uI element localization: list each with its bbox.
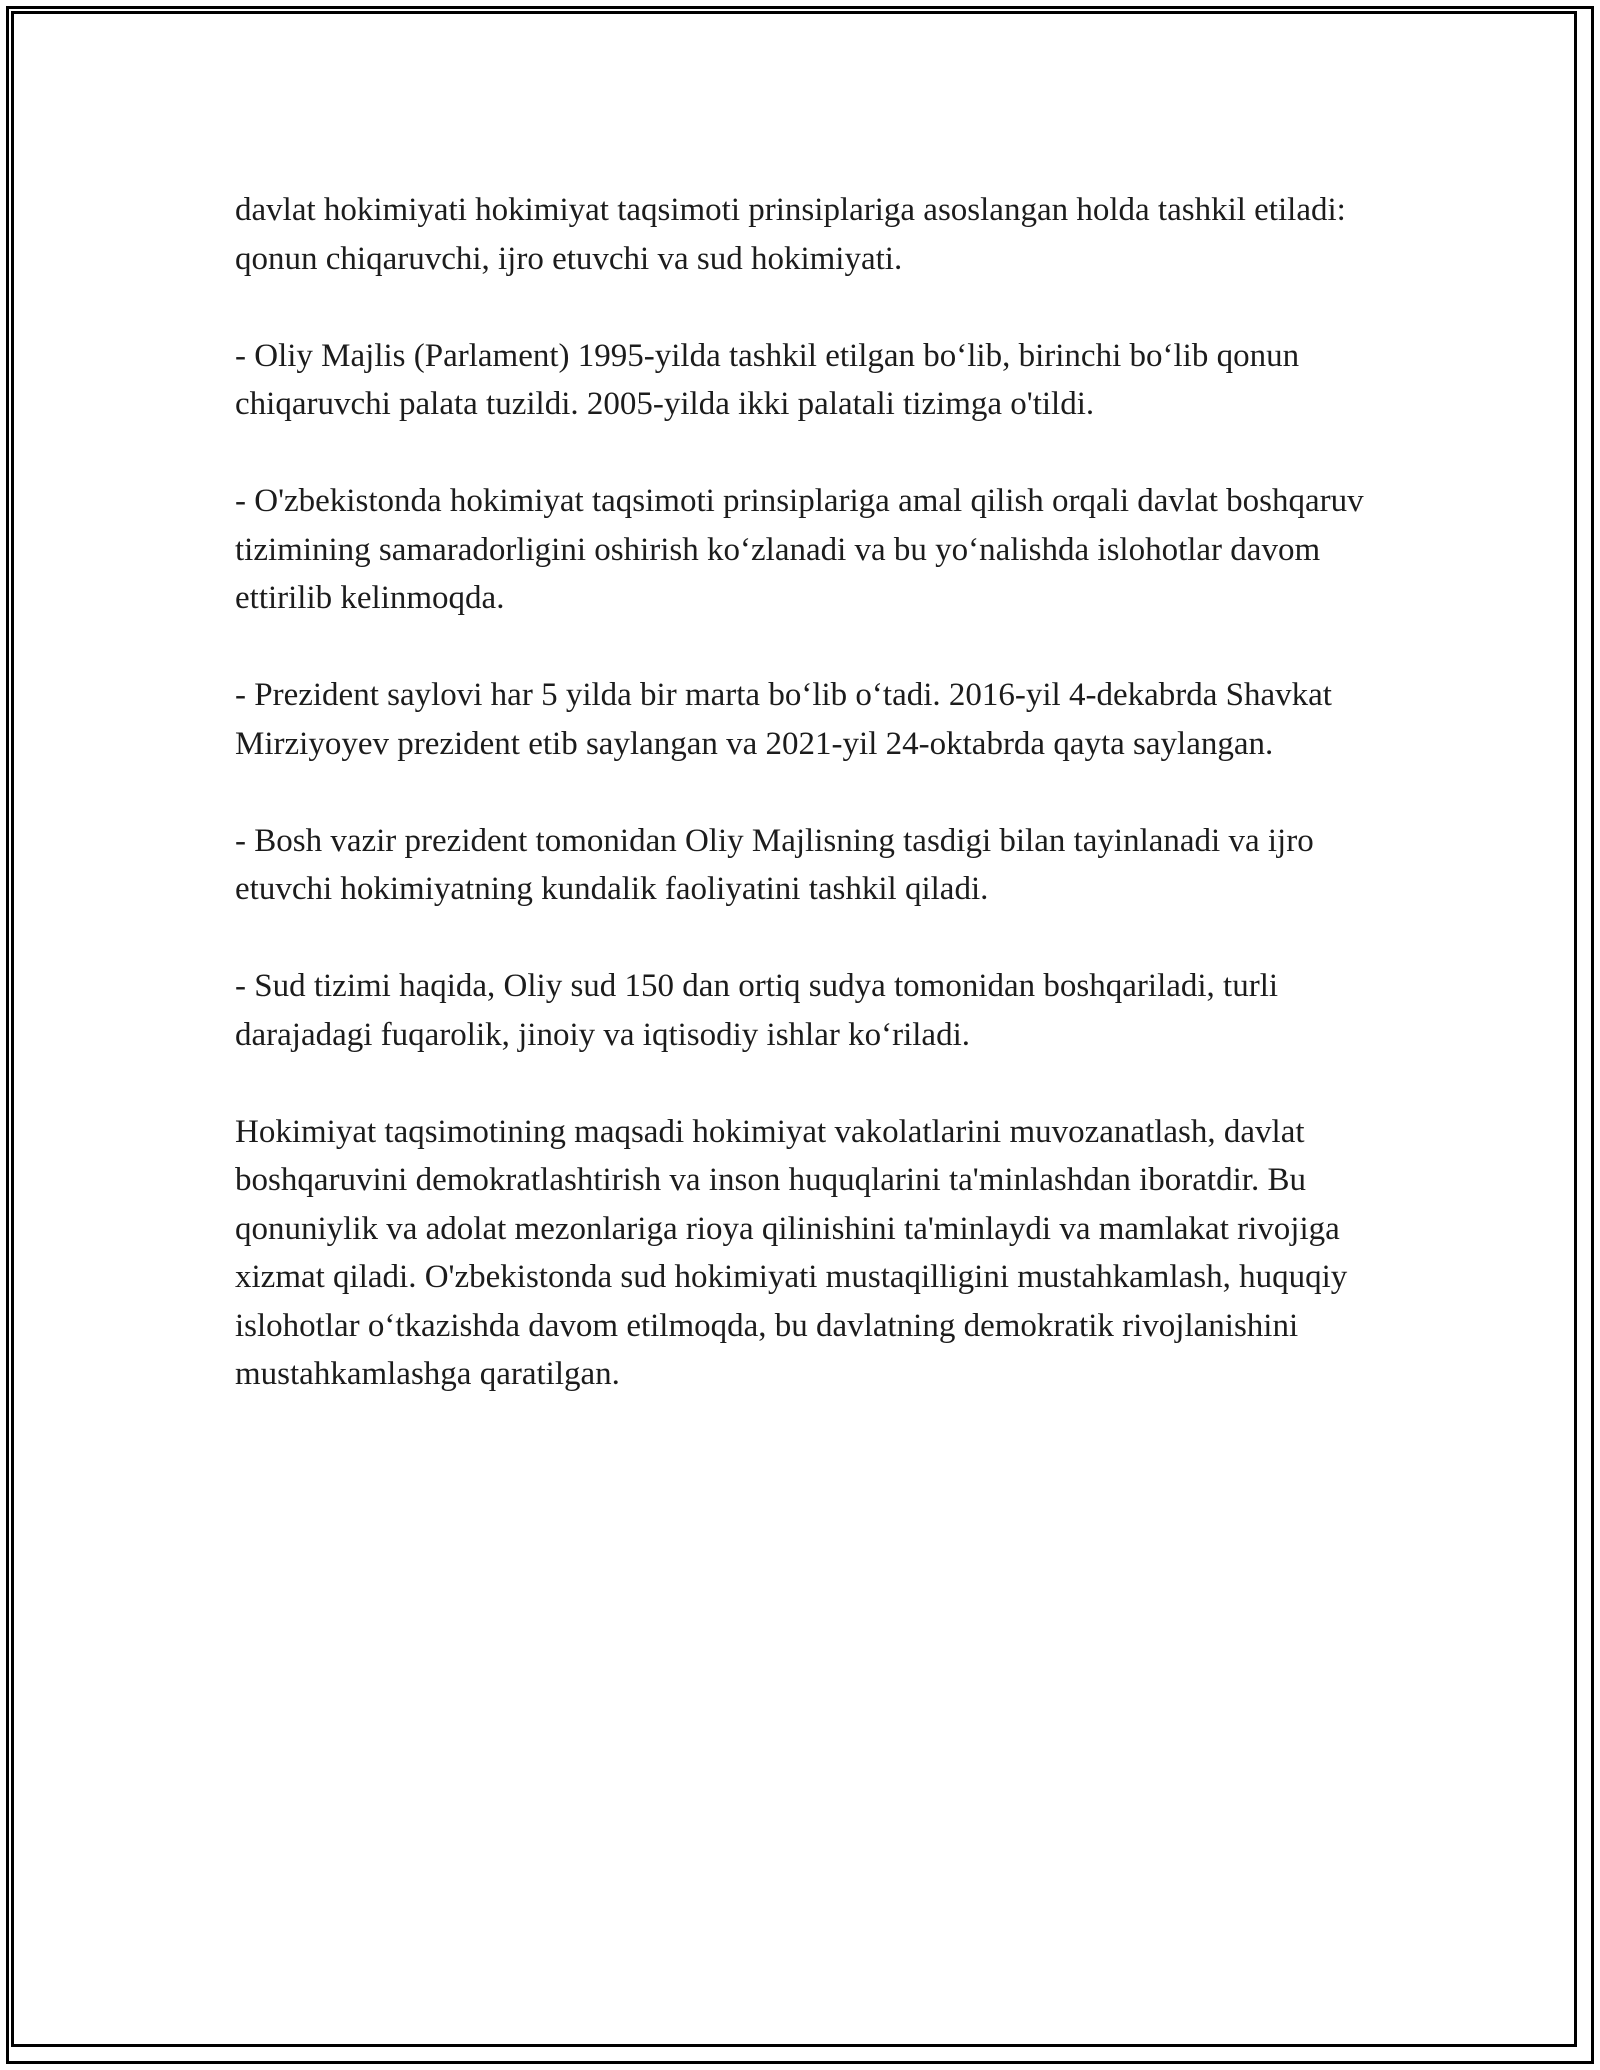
paragraph-president: - Prezident saylovi har 5 yilda bir marta bo‘lib o‘tadi. 2016-yil 4-dekabrda Shavkat Mirziyoyev prezident etib saylangan va 2021-yil 24-oktabrda qayta saylangan. — [235, 677, 1332, 762]
paragraph-conclusion: Hokimiyat taqsimotining maqsadi hokimiyat vakolatlarini muvozanatlash, davlat boshqaruvini demokratlashtirish va inson huquqlarini ta'minlashdan iboratdir. Bu qonuniylik va adolat mezonlariga rioya qilinishini ta'minlaydi va mamlakat rivojiga xizmat qiladi. O'zbekistonda sud hokimiyati mustaqilligini mustahkamlash, huquqiy islohotlar o‘tkazishda davom etilmoqda, bu davlatning demokratik rivojlanishini mustahkamlashga qaratilgan. — [235, 1113, 1348, 1392]
paragraph-prime-minister: - Bosh vazir prezident tomonidan Oliy Majlisning tasdigi bilan tayinlanadi va ijro etuvchi hokimiyatning kundalik faoliyatini tashkil qiladi. — [235, 822, 1314, 907]
paragraph-intro: davlat hokimiyati hokimiyat taqsimoti prinsiplariga asoslangan holda tashkil etiladi: qonun chiqaruvchi, ijro etuvchi va sud hokimiyati. — [235, 192, 1346, 277]
paragraph-oliy-majlis: - Oliy Majlis (Parlament) 1995-yilda tashkil etilgan bo‘lib, birinchi bo‘lib qonun chiqaruvchi palata tuzildi. 2005-yilda ikki palatali tizimga o'tildi. — [235, 337, 1300, 422]
paragraph-court-system: - Sud tizimi haqida, Oliy sud 150 dan ortiq sudya tomonidan boshqariladi, turli darajadagi fuqarolik, jinoiy va iqtisodiy ishlar ko‘riladi. — [235, 968, 1279, 1053]
document-body — [235, 186, 1375, 1399]
paragraph-reforms: - O'zbekistonda hokimiyat taqsimoti prinsiplariga amal qilish orqali davlat boshqaruv tizimining samaradorligini oshirish ko‘zlanadi va bu yo‘nalishda islohotlar davom ettirilib kelinmoqda. — [235, 483, 1364, 616]
